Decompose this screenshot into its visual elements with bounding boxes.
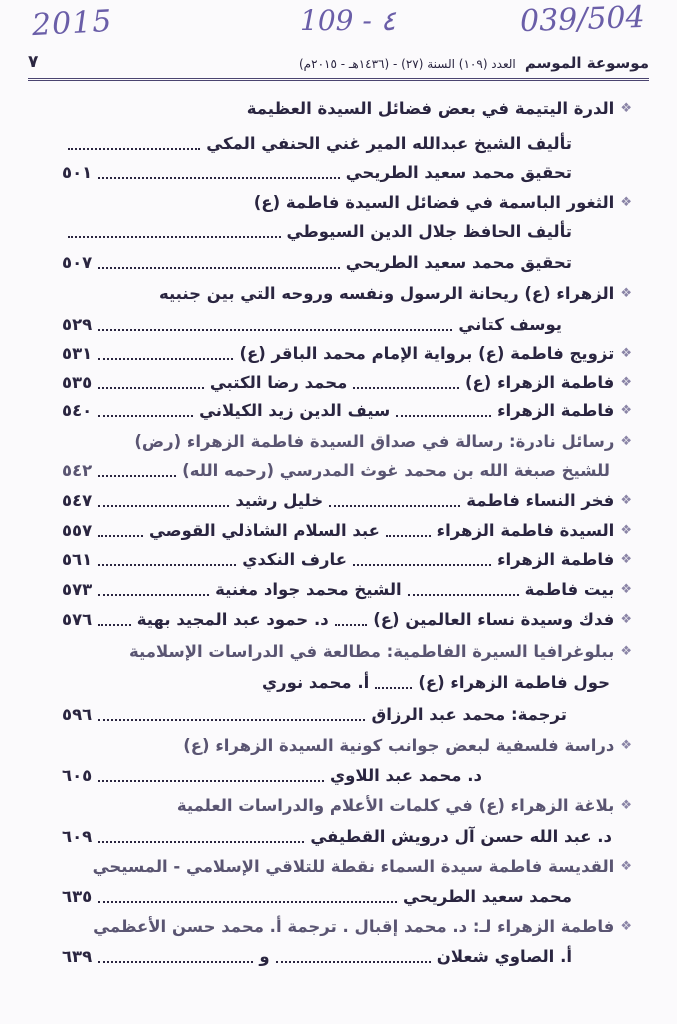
diamond-bullet-icon: ❖ — [620, 798, 632, 813]
entry-author: تأليف الشيخ عبدالله المير غني الحنفي المكي — [206, 134, 572, 153]
diamond-bullet-icon: ❖ — [620, 434, 632, 449]
toc-entry-title[interactable] — [62, 546, 632, 573]
toc-entry-title[interactable] — [62, 487, 632, 514]
diamond-bullet-icon: ❖ — [620, 493, 632, 508]
dot-leader — [98, 590, 209, 596]
diamond-bullet-icon: ❖ — [620, 919, 632, 934]
entry-page: ٦٣٥ — [62, 887, 93, 906]
entry-page: ٥٣١ — [62, 344, 93, 363]
dot-leader — [353, 560, 491, 566]
page-number: ٧ — [28, 52, 39, 72]
entry-author: محمد سعيد الطريحي — [403, 887, 572, 906]
dot-leader — [98, 263, 340, 269]
diamond-bullet-icon: ❖ — [620, 523, 632, 538]
toc-entry-title[interactable] — [62, 576, 632, 603]
entry-author: خليل رشيد — [235, 491, 324, 510]
diamond-bullet-icon: ❖ — [620, 403, 632, 418]
entry-page: ٥٩٦ — [62, 705, 93, 724]
entry-author: د. حمود عبد المجيد بهية — [136, 610, 329, 629]
entry-title: القديسة فاطمة سيدة السماء نقطة للتلاقي الإسلامي - المسيحي — [92, 857, 615, 876]
diamond-bullet-icon: ❖ — [620, 195, 632, 210]
diamond-bullet-icon: ❖ — [620, 644, 632, 659]
diamond-bullet-icon: ❖ — [620, 375, 632, 390]
entry-title: فاطمة الزهراء — [497, 550, 615, 569]
entry-title: السيدة فاطمة الزهراء — [436, 521, 615, 540]
entry-title: الدرة اليتيمة في بعض فضائل السيدة العظيمة — [246, 99, 615, 118]
toc-entry-title[interactable] — [62, 853, 632, 880]
toc-entry-title[interactable] — [62, 606, 632, 633]
entry-page: ٥٤٧ — [62, 491, 93, 510]
entry-page: ٥٤٠ — [62, 401, 93, 420]
dot-leader — [375, 683, 412, 689]
dot-leader — [68, 232, 281, 238]
toc-entry-title[interactable] — [62, 792, 632, 819]
journal-issue: العدد (١٠٩) السنة (٢٧) - (١٤٣٦هـ - ٢٠١٥م) — [299, 56, 516, 71]
entry-author: تحقيق محمد سعيد الطريحي — [345, 163, 572, 182]
entry-title: دراسة فلسفية لبعض جوانب كونية السيدة الزهراء (ع) — [183, 736, 615, 755]
toc-entry-author — [62, 218, 632, 245]
dot-leader — [329, 501, 460, 507]
entry-title: بلاغة الزهراء (ع) في كلمات الأعلام والدراسات العلمية — [176, 796, 615, 815]
toc-entry-title[interactable] — [62, 189, 632, 216]
dot-leader — [98, 411, 193, 417]
dot-leader — [98, 471, 176, 477]
toc-entry-author — [62, 669, 632, 696]
dot-leader — [276, 957, 431, 963]
dot-leader — [98, 776, 324, 782]
entry-author: أ. الصاوي شعلان — [436, 947, 572, 966]
toc-entry-author — [62, 823, 632, 850]
entry-conjunction: و — [259, 947, 270, 966]
dot-leader — [396, 411, 491, 417]
dot-leader — [98, 383, 204, 389]
entry-author: ترجمة: محمد عبد الرزاق — [371, 705, 567, 724]
toc-entry-title[interactable] — [62, 638, 632, 665]
entry-title: ببلوغرافيا السيرة الفاطمية: مطالعة في الدراسات الإسلامية — [129, 642, 615, 661]
dot-leader — [98, 897, 397, 903]
entry-author: تحقيق محمد سعيد الطريحي — [345, 253, 572, 272]
toc-entry-title[interactable] — [62, 397, 632, 424]
toc-entry-author — [62, 762, 632, 789]
diamond-bullet-icon: ❖ — [620, 552, 632, 567]
toc-entry-title[interactable] — [62, 732, 632, 759]
entry-page: ٥٠١ — [62, 163, 93, 182]
dot-leader — [386, 531, 431, 537]
entry-title: فدك وسيدة نساء العالمين (ع) — [373, 610, 615, 629]
entry-title: فاطمة الزهراء — [497, 401, 615, 420]
entry-author: د. عبد الله حسن آل درويش القطيفي — [310, 827, 612, 846]
diamond-bullet-icon: ❖ — [620, 582, 632, 597]
toc-entry-title[interactable] — [62, 369, 632, 396]
entry-title: رسائل نادرة: رسالة في صداق السيدة فاطمة الزهراء (رض) — [134, 432, 615, 451]
entry-title: الزهراء (ع) ريحانة الرسول ونفسه وروحه التي بين جنبيه — [158, 284, 615, 303]
handwritten-year: 2015 — [31, 3, 114, 44]
diamond-bullet-icon: ❖ — [620, 859, 632, 874]
entry-author: د. محمد عبد اللاوي — [330, 766, 482, 785]
entry-title: الثغور الباسمة في فضائل السيدة فاطمة (ع) — [253, 193, 615, 212]
entry-author: يوسف كتاني — [458, 315, 562, 334]
entry-author: للشيخ صبغة الله بن محمد غوث المدرسي (رحمه الله) — [182, 461, 610, 480]
entry-page: ٥٧٣ — [62, 580, 93, 599]
toc-entry-title[interactable] — [62, 280, 632, 307]
toc-entry-author — [62, 249, 632, 276]
entry-page: ٦٠٩ — [62, 827, 93, 846]
toc-entry-author — [62, 311, 632, 338]
dot-leader — [98, 620, 131, 626]
entry-author: محمد رضا الكتبي — [209, 373, 348, 392]
toc-entry-author — [62, 883, 632, 910]
dot-leader — [408, 590, 519, 596]
entry-page: ٥٥٧ — [62, 521, 93, 540]
entry-page: ٥٤٢ — [62, 461, 93, 480]
dot-leader — [98, 173, 340, 179]
dot-leader — [68, 144, 200, 150]
entry-page: ٥٢٩ — [62, 315, 93, 334]
entry-author: الشيخ محمد جواد مغنية — [215, 580, 402, 599]
toc-entry-author — [62, 130, 632, 157]
toc-entry-author — [62, 701, 632, 728]
diamond-bullet-icon: ❖ — [620, 738, 632, 753]
toc-entry-title[interactable] — [62, 340, 632, 367]
entry-page: ٥٧٦ — [62, 610, 93, 629]
dot-leader — [98, 325, 452, 331]
entry-title: بيت فاطمة — [524, 580, 615, 599]
dot-leader — [98, 837, 304, 843]
diamond-bullet-icon: ❖ — [620, 101, 632, 116]
entry-title: تزويج فاطمة (ع) برواية الإمام محمد الباقر (ع) — [239, 344, 615, 363]
entry-author: سيف الدين زيد الكيلاني — [199, 401, 391, 420]
diamond-bullet-icon: ❖ — [620, 612, 632, 627]
entry-author: حول فاطمة الزهراء (ع) — [418, 673, 610, 692]
dot-leader — [335, 620, 368, 626]
toc-entry-title[interactable] — [62, 95, 632, 122]
entry-page: ٦٣٩ — [62, 947, 93, 966]
entry-author: عارف النكدي — [242, 550, 347, 569]
toc-entry-title[interactable] — [62, 428, 632, 455]
dot-leader — [98, 957, 253, 963]
dot-leader — [353, 383, 459, 389]
toc-entry-title[interactable] — [62, 913, 632, 940]
handwritten-issue-mark: 109 - ٤ — [300, 4, 396, 37]
entry-author: تأليف الحافظ جلال الدين السيوطي — [286, 222, 572, 241]
entry-page: ٥٠٧ — [62, 253, 93, 272]
journal-title: موسوعة الموسم — [524, 53, 649, 72]
dot-leader — [98, 560, 236, 566]
toc-entry-author — [62, 457, 632, 484]
entry-page: ٦٠٥ — [62, 766, 93, 785]
entry-title: فاطمة الزهراء لـ: د. محمد إقبال . ترجمة أ. محمد حسن الأعظمي — [93, 917, 615, 936]
entry-page: ٥٦١ — [62, 550, 93, 569]
dot-leader — [98, 501, 229, 507]
entry-title: فخر النساء فاطمة — [466, 491, 615, 510]
entry-page: ٥٣٥ — [62, 373, 93, 392]
dot-leader — [98, 715, 365, 721]
toc-entry-author — [62, 159, 632, 186]
toc-entry-title[interactable] — [62, 517, 632, 544]
dot-leader — [98, 531, 143, 537]
toc-entry-author — [62, 943, 632, 970]
diamond-bullet-icon: ❖ — [620, 286, 632, 301]
entry-title: فاطمة الزهراء (ع) — [464, 373, 615, 392]
entry-author: عبد السلام الشاذلي القوصي — [148, 521, 380, 540]
dot-leader — [98, 354, 233, 360]
entry-author-2: أ. محمد نوري — [262, 673, 370, 692]
diamond-bullet-icon: ❖ — [620, 346, 632, 361]
handwritten-code: 039/504 — [519, 0, 646, 40]
